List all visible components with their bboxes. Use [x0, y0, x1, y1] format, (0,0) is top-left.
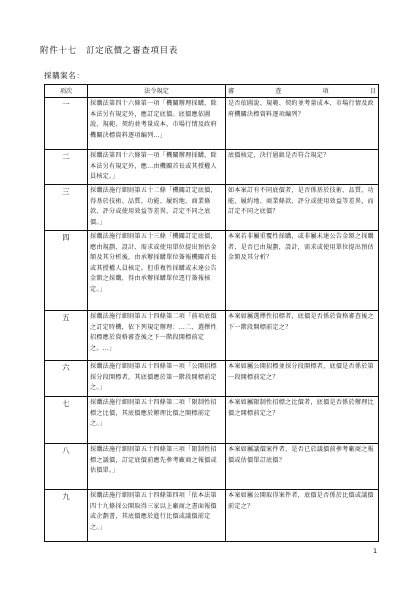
- review-item-cell: 底價核定，決行層級是否符合規定？: [226, 150, 379, 185]
- table-row: [45, 444, 379, 490]
- row-number: 二: [45, 150, 88, 185]
- table-header-row: [45, 85, 379, 98]
- review-items-table: [44, 84, 379, 542]
- review-item-cell: 是否依圖說、規範、契約並考量成本、市場行情及政府機關決標資料逐項編列？: [226, 98, 379, 150]
- table-row: [45, 98, 379, 150]
- header-review-char: 審: [228, 88, 235, 95]
- table-row: [45, 397, 379, 444]
- page-number: 1: [373, 547, 378, 555]
- header-legal-provision: 法令規定: [88, 85, 226, 98]
- review-item-cell: 本案若非屬重覆性採購，或非屬未達公告金額之採購者，是否已由規劃，設計，需求或使用單位提出預估金額及其分析？: [226, 231, 379, 311]
- header-item-number: 項次: [45, 85, 88, 98]
- table-row: [45, 185, 379, 231]
- review-item-cell: 本案如屬公開取得案件者，底價是否係於比價或議價前定之？: [226, 490, 379, 542]
- procurement-case-name-label: 採購案名：: [44, 71, 85, 80]
- row-number: 三: [45, 185, 88, 231]
- header-review-char: 項: [322, 88, 329, 95]
- table-row: [45, 231, 379, 311]
- row-number: 一: [45, 98, 88, 150]
- review-item-cell: 本案如屬選擇性招標者，底價是否係於資格審查後之下一階段開標前定之？: [226, 311, 379, 361]
- review-item-cell: 如本案訂有不同底價者，是否係基於技術、品質、功能、履約地、商業條款、評分或使用效益等差異，而訂定不同之底價？: [226, 185, 379, 231]
- legal-provision-cell: 採購法施行細則第五十四條第一項「公開招標採分段開標者，其底價應於第一階段開標前定之。」: [88, 361, 226, 397]
- row-number: 九: [45, 490, 88, 542]
- row-number: 六: [45, 361, 88, 397]
- header-review-item: [226, 85, 379, 98]
- review-item-cell: 本案如屬公開招標並採分段開標者，底價是否係於第一段開標前定之？: [226, 361, 379, 397]
- legal-provision-cell: 採購法施行細則第五十三條「機關訂定底價，應由規劃、設計、需求或使用單位提出預估金額及其分析後，由承辦採購單位簽報機關首長或其授權人員核定。但重複性採購或未達公告金額之採購，得由承辦採購單位逕行簽報核定。」: [88, 231, 226, 311]
- review-item-cell: 本案如屬議價案件者，是否已於議價前參考廠商之報價或估價單訂底價？: [226, 444, 379, 490]
- legal-provision-cell: 採購法第四十六條第一項「機關辦理採購，除本法另有規定外，應…由機關首長或其授權人員核定。」: [88, 150, 226, 185]
- table-row: [45, 311, 379, 361]
- review-item-cell: 本案如屬限制性招標之比價者，底價是否係於辦理比價之開標前定之？: [226, 397, 379, 444]
- legal-provision-cell: 採購法施行細則第五十四條第三項「限制性招標之議價，訂定底價前應先參考廠商之報價或估價單。」: [88, 444, 226, 490]
- header-review-char: 目: [369, 88, 376, 95]
- table-row: [45, 361, 379, 397]
- row-number: 八: [45, 444, 88, 490]
- row-number: 七: [45, 397, 88, 444]
- table-row: [45, 490, 379, 542]
- table-row: [45, 150, 379, 185]
- row-number: 四: [45, 231, 88, 311]
- row-number: 五: [45, 311, 88, 361]
- legal-provision-cell: 採購法施行細則第五十四條第二項「前項底價之訂定時機，依下列規定辦理：…二、選擇性招標應於資格審查後之下一階段開標前定之。…」: [88, 311, 226, 361]
- legal-provision-cell: 採購法第四十六條第一項「機關辦理採購，除本法另有規定外，應訂定底價。底價應依圖說、規範、契約並考量成本、市場行情及政府機關決標資料逐項編列…」: [88, 98, 226, 150]
- legal-provision-cell: 採購法施行細則第五十二條「機關訂定底價，得基於技術、品質、功能、履約地、商業條款、評分或使用效益等差異，訂定不同之底價。」: [88, 185, 226, 231]
- header-review-char: 查: [275, 88, 282, 95]
- legal-provision-cell: 採購法施行細則第五十四條第二項「限制性招標之比價，其底價應於辦理比價之開標前定之。」: [88, 397, 226, 444]
- legal-provision-cell: 採購法施行細則第五十四條第四項「依本法第四十九條採公開取得三家以上廠商之書面報價或企劃書，其底價應於進行比價或議價前定之。」: [88, 490, 226, 542]
- document-title: 附件十七 訂定底價之審查項目表: [40, 46, 178, 56]
